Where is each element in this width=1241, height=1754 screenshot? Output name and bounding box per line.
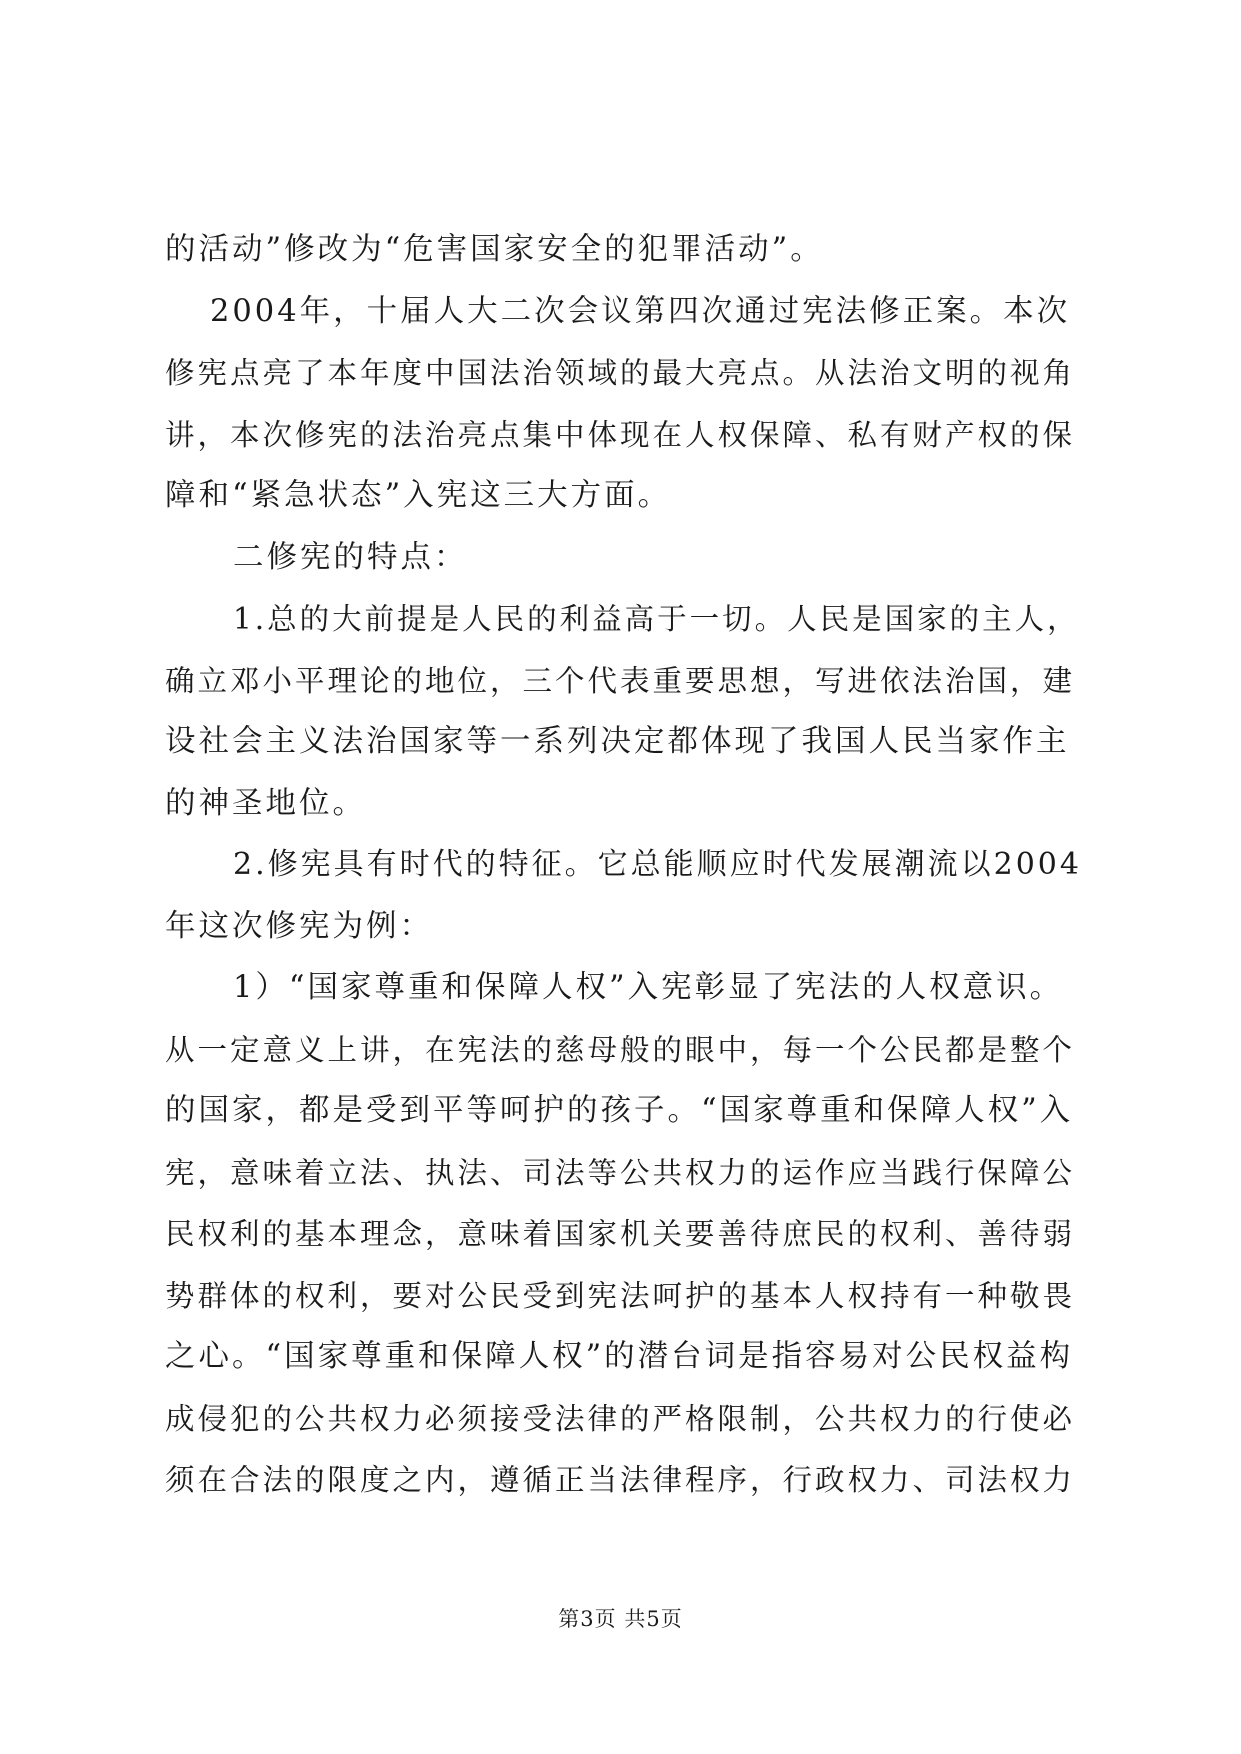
text-line: 修宪点亮了本年度中国法治领域的最大亮点。从法治文明的视角 — [165, 356, 1076, 390]
text-line: 年这次修宪为例： — [165, 909, 433, 944]
text-line: 的活动”修改为“危害国家安全的犯罪活动”。 — [165, 232, 824, 267]
text-line: 讲，本次修宪的法治亮点集中体现在人权保障、私有财产权的保 — [165, 418, 1076, 452]
text-line: 民权利的基本理念，意味着国家机关要善待庶民的权利、善待弱 — [165, 1217, 1076, 1251]
text-line: 障和“紧急状态”入宪这三大方面。 — [165, 478, 672, 513]
text-line: 须在合法的限度之内，遵循正当法律程序，行政权力、司法权力 — [165, 1463, 1076, 1497]
text-line: 从一定意义上讲，在宪法的慈母般的眼中，每一个公民都是整个 — [165, 1033, 1076, 1067]
text-line: 2.修宪具有时代的特征。它总能顺应时代发展潮流以2004 — [233, 847, 1082, 882]
section-heading: 二修宪的特点： — [233, 540, 468, 575]
text-line: 的国家，都是受到平等呵护的孩子。“国家尊重和保障人权”入 — [165, 1093, 1074, 1128]
page-number-footer: 第3页 共5页 — [558, 1607, 683, 1631]
text-line: 势群体的权利，要对公民受到宪法呵护的基本人权持有一种敬畏 — [165, 1279, 1076, 1313]
text-line: 1.总的大前提是人民的利益高于一切。人民是国家的主人， — [233, 602, 1080, 636]
text-line: 成侵犯的公共权力必须接受法律的严格限制，公共权力的行使必 — [165, 1402, 1076, 1436]
text-line: 1）“国家尊重和保障人权”入宪彰显了宪法的人权意识。 — [233, 970, 1064, 1005]
text-line: 的神圣地位。 — [165, 786, 366, 821]
text-line: 2004年，十届人大二次会议第四次通过宪法修正案。本次 — [210, 294, 1071, 329]
text-line: 设社会主义法治国家等一系列决定都体现了我国人民当家作主 — [165, 724, 1070, 759]
text-line: 确立邓小平理论的地位，三个代表重要思想，写进依法治国，建 — [165, 664, 1076, 698]
text-line: 宪，意味着立法、执法、司法等公共权力的运作应当践行保障公 — [165, 1156, 1076, 1190]
text-line: 之心。“国家尊重和保障人权”的潜台词是指容易对公民权益构 — [165, 1339, 1074, 1374]
